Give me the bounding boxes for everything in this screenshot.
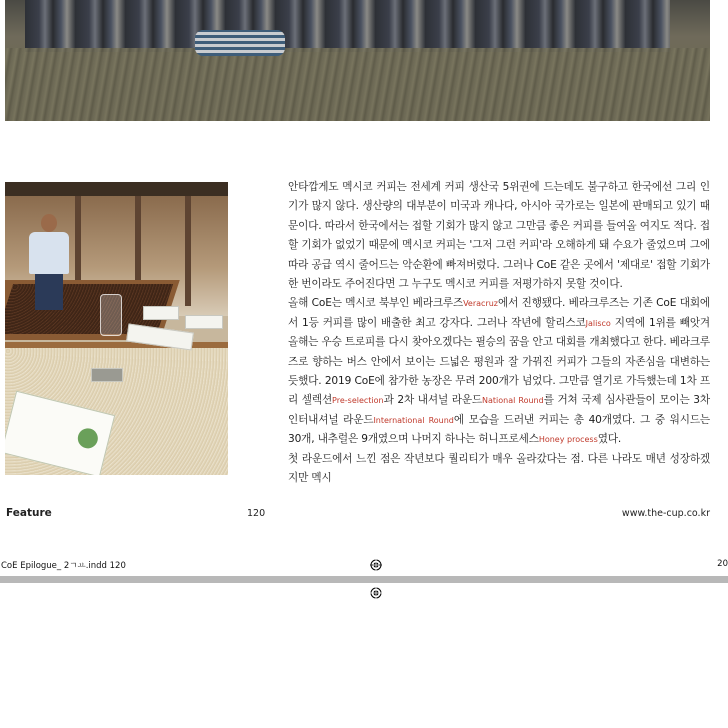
page-number: 120 xyxy=(247,508,266,519)
photo-grass xyxy=(5,48,710,121)
text-run: 에서 진행됐다. 베라크루즈는 기존 CoE 대회에서 1등 커피를 많이 배출한 최고 강자다. 그러나 작년에 할리스코 xyxy=(288,297,710,329)
photo-crowd xyxy=(25,0,670,52)
text-run: 에 모습을 드러낸 커피는 총 40개였다. 그 중 워시드는 30개, 내추럴은 9개였으며 나머지 하나는 허니프로세스 xyxy=(288,413,710,446)
text-run: 지역에 1위를 빼앗겨 올해는 우승 트로피를 다시 찾아오겠다는 필승의 꿈을 안고 대회를 개최했다고 한다. 베라크루즈로 향하는 버스 안에서 보이는 드넓은 평원과 잘 가꿔진 커피가 그들의 자존심을 대변하는 듯했다. 2019 CoE에 참가한 농장은 무려 200개가 넘었다. 그만큼 열기로 가득했는데 1차 프리 셀렉션 xyxy=(288,316,710,407)
text-run: 를 거쳐 국제 심사관들이 모이는 3차 인터내셔널 라운드 xyxy=(288,394,710,426)
page-divider xyxy=(0,576,728,583)
registration-mark-icon xyxy=(370,587,382,599)
top-photo xyxy=(5,0,710,121)
article-paragraph xyxy=(288,450,710,489)
photo-man xyxy=(27,214,71,309)
left-photo xyxy=(5,182,228,475)
website-url: www.the-cup.co.kr xyxy=(621,508,710,519)
slug-filename: CoE Epilogue_ 2ㄱㅛ.indd 120 xyxy=(1,561,126,571)
photo-person xyxy=(195,30,285,56)
gloss-term: International Round xyxy=(373,415,454,425)
article-body xyxy=(288,178,710,489)
section-label: Feature xyxy=(6,507,52,519)
text-run: 첫 라운드에서 느낀 점은 작년보다 퀄리티가 매우 올라갔다는 점. 다른 나라도 매년 성장하겠지만 멕시 xyxy=(288,452,710,485)
gloss-term: National Round xyxy=(482,396,544,406)
gloss-term: Pre-selection xyxy=(332,396,384,406)
text-run: 과 2차 내셔널 라운드 xyxy=(383,394,482,407)
gloss-term: Jalisco xyxy=(585,318,611,328)
registration-mark-icon xyxy=(370,559,382,571)
slug-page-number: 20 xyxy=(717,559,728,569)
text-run: 안타깝게도 멕시코 커피는 전세계 커피 생산국 5위권에 드는데도 불구하고 한국에선 그리 인기가 많지 않다. 생산량의 대부분이 미국과 캐나다, 아시아 국가로는 일본에 판매되고 있기 때문이다. 따라서 한국에서는 접할 기회가 많지 않고 그만큼 좋은 커피를 들여올 여지도 적다. 접할 기회가 없었기 때문에 멕시코 커피는 '그저 그런 커피'라 오해하게 돼 수요가 줄었으며 그에 따라 공급 역시 줄어드는 악순환에 빠져버렸다. 그러나 CoE 같은 곳에서 '제대로' 접할 기회가 한 번이라도 주어진다면 그 누구도 멕시코 커피를 저평가하지 못할 것이다. xyxy=(288,181,710,291)
text-run: 올해 CoE는 멕시코 북부인 베라크루즈 xyxy=(288,297,464,310)
text-run: 였다. xyxy=(597,433,622,446)
article-paragraph xyxy=(288,294,710,449)
gloss-term: Veracruz xyxy=(463,299,498,309)
article-paragraph xyxy=(288,178,710,294)
gloss-term: Honey process xyxy=(538,435,598,445)
